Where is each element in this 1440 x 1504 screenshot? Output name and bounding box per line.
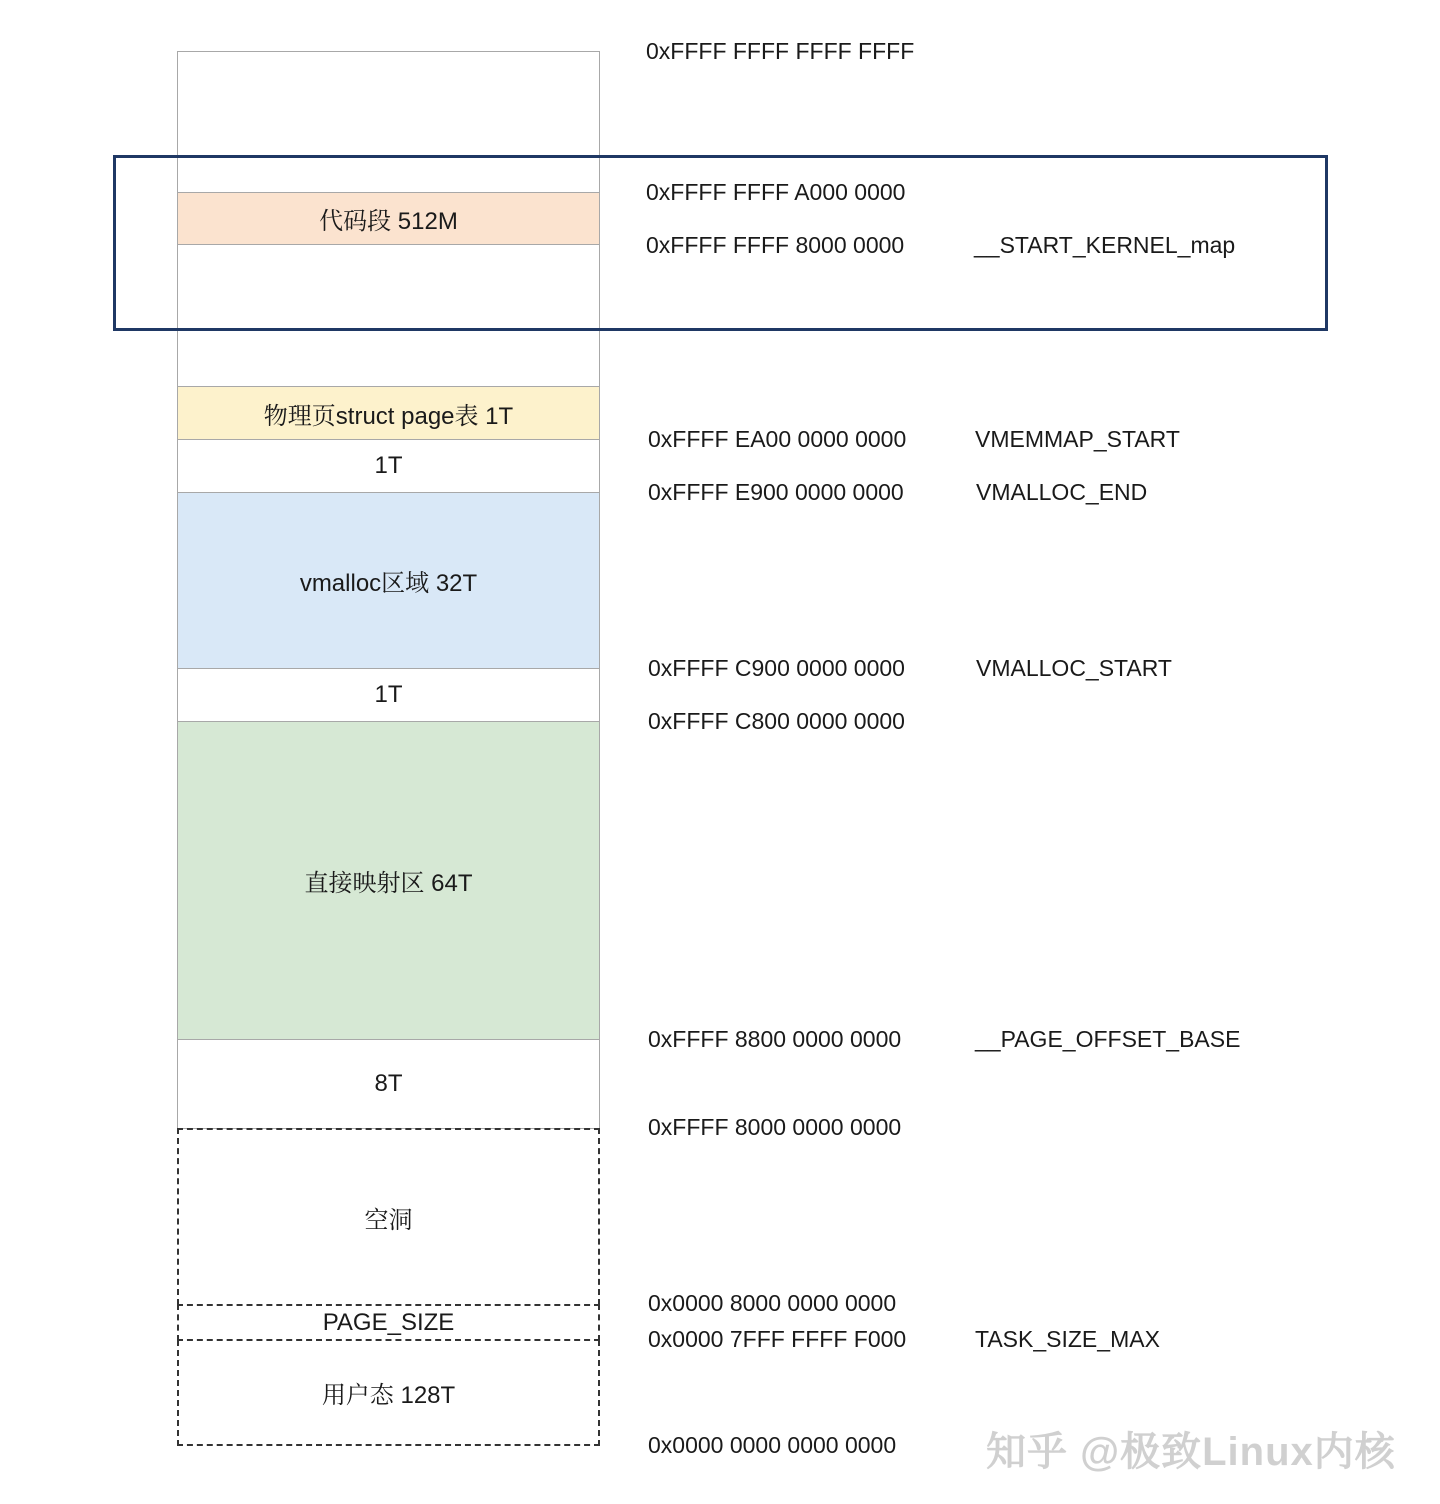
address-label: 0xFFFF C900 0000 0000 (648, 655, 905, 681)
segment-vmalloc: vmalloc区域 32T (177, 492, 600, 669)
segment-direct-map: 直接映射区 64T (177, 721, 600, 1040)
address-label: 0xFFFF C800 0000 0000 (648, 708, 905, 734)
segment-8t: 8T (177, 1039, 600, 1129)
segment-struct-page: 物理页struct page表 1T (177, 386, 600, 440)
address-label: 0x0000 0000 0000 0000 (648, 1432, 897, 1458)
address-label: 0xFFFF EA00 0000 0000 (648, 426, 907, 452)
address-label: 0xFFFF FFFF A000 0000 (646, 179, 906, 205)
watermark: 知乎 @极致Linux内核 (986, 1430, 1396, 1474)
segment-user: 用户态 128T (177, 1340, 600, 1446)
segment-1t-a: 1T (177, 439, 600, 493)
address-label: 0xFFFF FFFF 8000 0000 (646, 232, 905, 258)
address-label: 0xFFFF FFFF FFFF FFFF (646, 38, 915, 64)
address-label: 0x0000 7FFF FFFF F000 (648, 1326, 907, 1352)
segment-code: 代码段 512M (177, 192, 600, 245)
symbol-label: VMEMMAP_START (975, 426, 1180, 452)
symbol-label: VMALLOC_START (976, 655, 1172, 681)
segment-hole: 空洞 (177, 1128, 600, 1305)
segment-page-size: PAGE_SIZE (177, 1304, 600, 1341)
symbol-label: __PAGE_OFFSET_BASE (975, 1026, 1241, 1052)
address-label: 0x0000 8000 0000 0000 (648, 1290, 897, 1316)
symbol-label: __START_KERNEL_map (974, 232, 1236, 258)
segment-1t-b: 1T (177, 668, 600, 722)
address-label: 0xFFFF E900 0000 0000 (648, 479, 904, 505)
symbol-label: TASK_SIZE_MAX (975, 1326, 1160, 1352)
address-label: 0xFFFF 8800 0000 0000 (648, 1026, 902, 1052)
address-label: 0xFFFF 8000 0000 0000 (648, 1114, 902, 1140)
symbol-label: VMALLOC_END (976, 479, 1148, 505)
